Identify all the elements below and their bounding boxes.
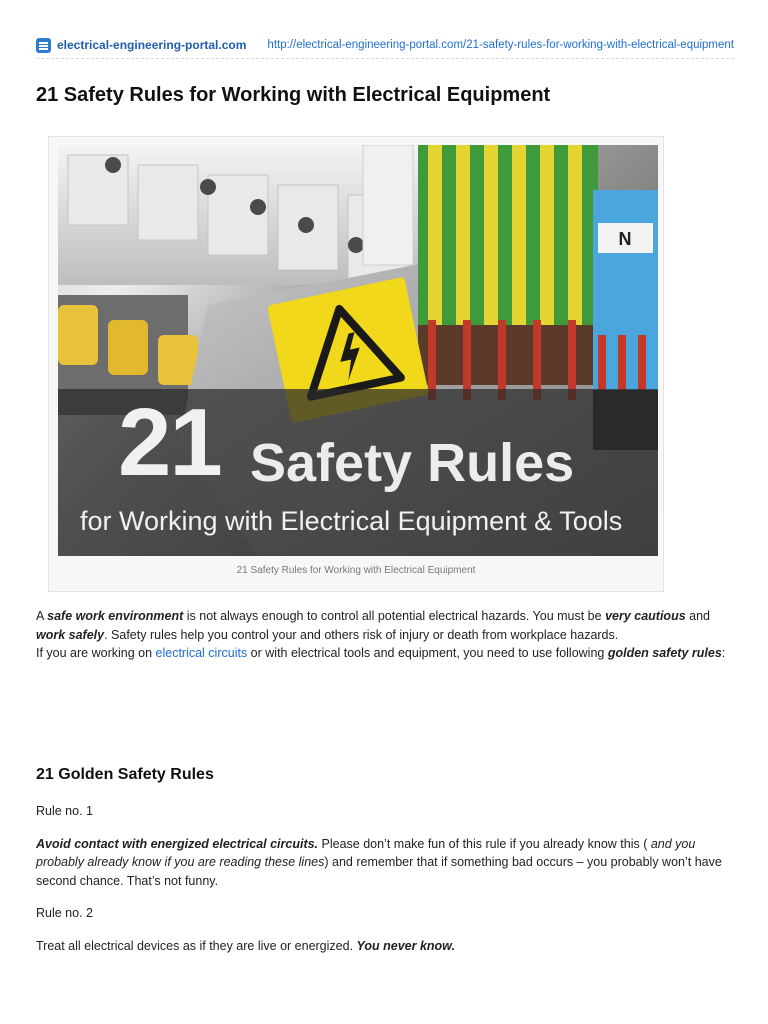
intro-paragraph-2 — [36, 644, 734, 663]
text-run: : — [721, 646, 726, 660]
text-run: and — [685, 609, 710, 623]
page-title: 21 Safety Rules for Working with Electrical Equipment — [36, 84, 551, 106]
site-brand[interactable] — [36, 38, 246, 53]
page-header — [36, 34, 734, 56]
text-run: Please don’t make fun of this rule if you already know this ( — [318, 836, 651, 851]
text-run: A — [36, 609, 48, 623]
rule-1-text — [36, 835, 734, 891]
electrical-panel-illustration — [58, 145, 658, 556]
circuit-breakers — [58, 145, 418, 285]
intro-section — [36, 607, 734, 663]
italic-text: and you probably already know if you are reading these lines — [36, 836, 696, 869]
text-run: Treat all electrical devices as if they are live or energized. — [36, 938, 357, 953]
featured-image — [58, 145, 658, 556]
electrical-circuits-link[interactable]: electrical circuits — [155, 646, 248, 660]
bold-text: work safely — [36, 627, 105, 642]
overlay-number: 21 — [118, 389, 221, 496]
text-run: or with electrical tools and equipment, you need to use following — [247, 646, 608, 660]
overlay-title: Safety Rules — [250, 433, 575, 493]
header-divider — [36, 58, 734, 59]
terminal-block-green — [418, 145, 598, 400]
site-name[interactable]: electrical-engineering-portal.com — [57, 38, 247, 52]
rule-2-text — [36, 937, 734, 956]
source-url-link[interactable]: http://electrical-engineering-portal.com/21-safety-rules-for-working-with-electrical-equipment — [267, 39, 734, 51]
rule-1-label: Rule no. 1 — [36, 804, 93, 818]
bold-text: You never know. — [356, 938, 455, 953]
featured-image-frame — [48, 136, 664, 592]
text-run: ) and remember that if something bad occurs – you probably won’t have second chance. That’s not funny. — [36, 855, 722, 888]
bold-text: golden safety rules — [607, 646, 722, 660]
document-icon — [36, 38, 51, 53]
rules-section — [36, 802, 734, 969]
bold-text: very cautious — [605, 609, 686, 623]
intro-paragraph-1 — [36, 607, 734, 644]
text-run: If you are working on — [36, 646, 156, 660]
rule-2-label: Rule no. 2 — [36, 906, 93, 920]
bold-text: Avoid contact with energized electrical circuits. — [36, 836, 319, 851]
image-caption: 21 Safety Rules for Working with Electrical Equipment — [236, 565, 476, 576]
text-run: . Safety rules help you control your and others risk of injury or death from workplace hazards. — [104, 627, 619, 642]
bold-text: safe work environment — [47, 609, 184, 623]
overlay-subtitle: for Working with Electrical Equipment & Tools — [80, 506, 623, 536]
section-title: 21 Golden Safety Rules — [36, 766, 214, 783]
text-run: is not always enough to control all potential electrical hazards. You must be — [183, 609, 606, 623]
terminal-n-label: N — [618, 229, 632, 249]
